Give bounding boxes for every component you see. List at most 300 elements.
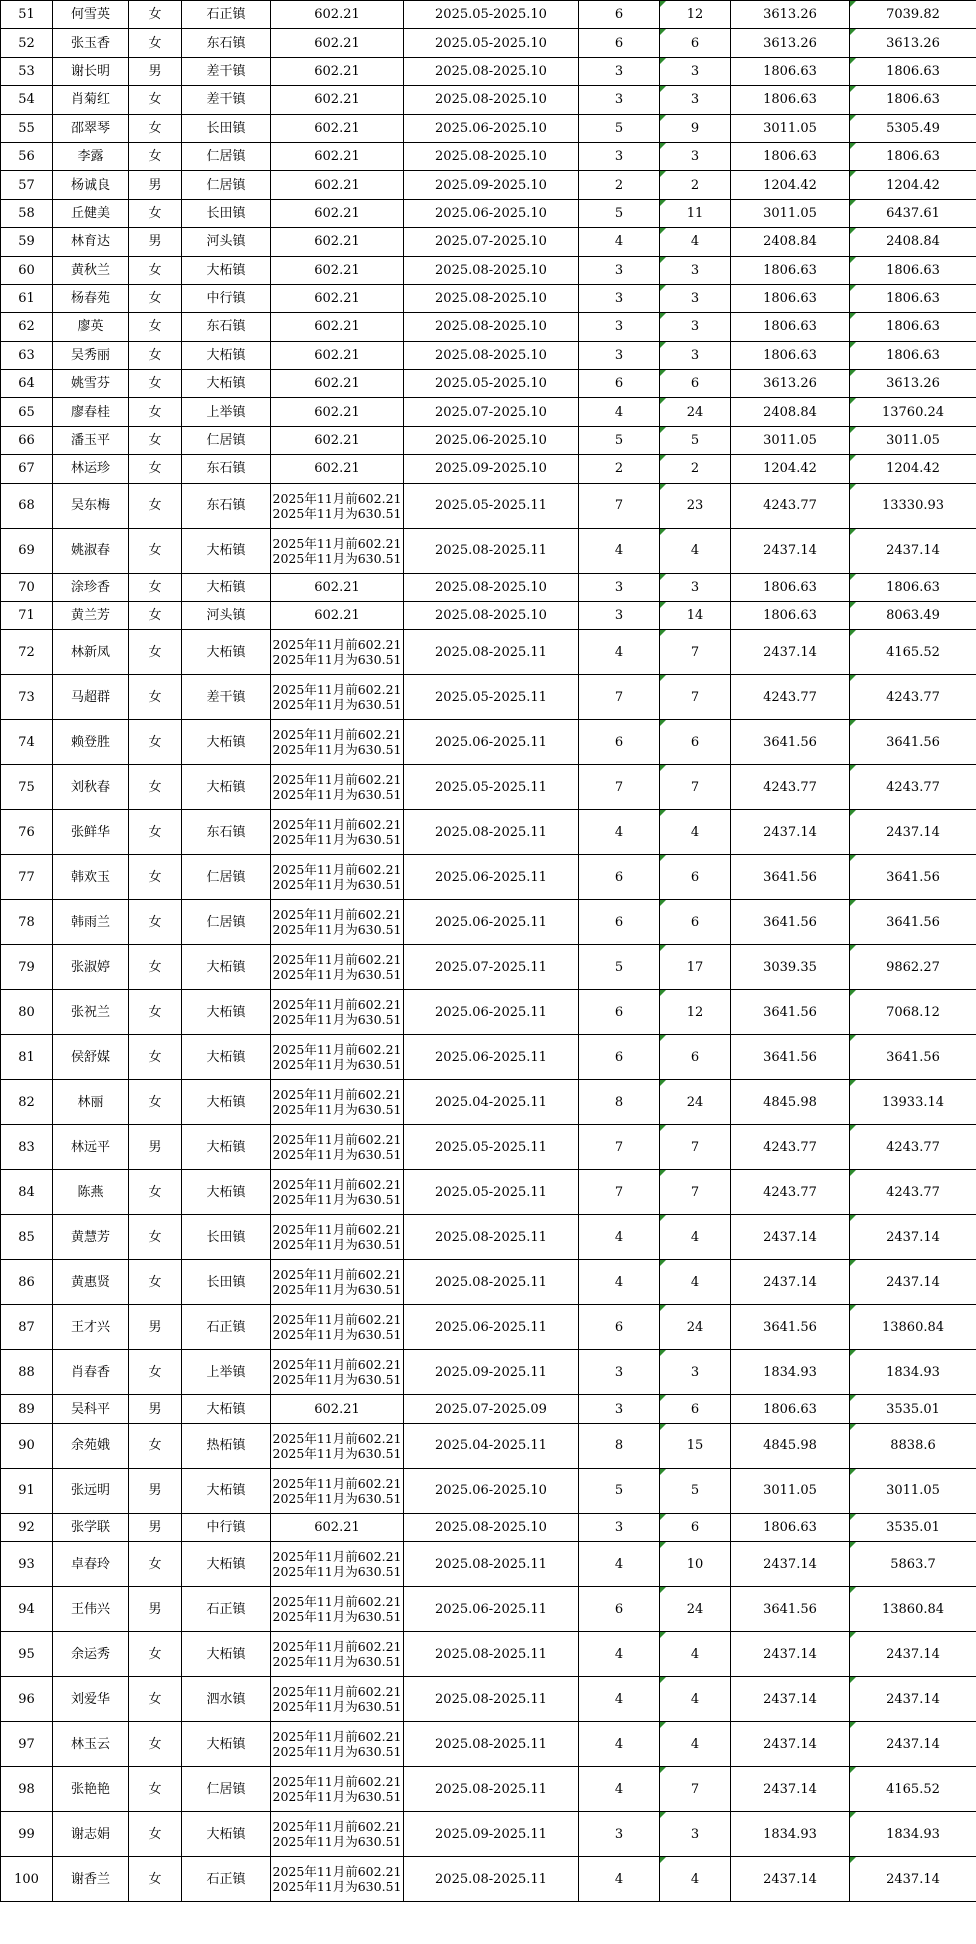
period-cell: 2025.06-2025.10 [404, 114, 579, 142]
period-cell: 2025.08-2025.11 [404, 1215, 579, 1260]
table-row [1, 1170, 976, 1215]
standard-cell: 602.21 [271, 29, 404, 57]
paid-months-cell: 7 [660, 675, 731, 720]
period-cell: 2025.06-2025.11 [404, 990, 579, 1035]
total-amount-cell: 3011.05 [850, 1468, 976, 1513]
standard-cell: 2025年11月前602.21 2025年11月为630.51 [271, 630, 404, 675]
standard-cell: 2025年11月前602.21 2025年11月为630.51 [271, 1767, 404, 1812]
months-cell: 4 [579, 398, 660, 426]
months-cell: 5 [579, 114, 660, 142]
months-cell: 7 [579, 675, 660, 720]
gender-cell: 女 [129, 370, 182, 398]
standard-cell: 2025年11月前602.21 2025年11月为630.51 [271, 1305, 404, 1350]
amount-cell: 2408.84 [731, 398, 850, 426]
table-row [1, 1395, 976, 1423]
row-number-cell: 83 [1, 1125, 53, 1170]
standard-cell: 602.21 [271, 426, 404, 454]
town-cell: 泗水镇 [182, 1677, 271, 1722]
gender-cell: 女 [129, 1423, 182, 1468]
total-amount-cell: 2437.14 [850, 528, 976, 573]
months-cell: 4 [579, 1857, 660, 1902]
amount-cell: 1806.63 [731, 284, 850, 312]
row-number-cell: 56 [1, 142, 53, 170]
paid-months-cell: 2 [660, 171, 731, 199]
gender-cell: 女 [129, 398, 182, 426]
months-cell: 3 [579, 313, 660, 341]
period-cell: 2025.08-2025.10 [404, 313, 579, 341]
period-cell: 2025.08-2025.10 [404, 573, 579, 601]
amount-cell: 2437.14 [731, 1542, 850, 1587]
town-cell: 中行镇 [182, 284, 271, 312]
table-row [1, 171, 976, 199]
row-number-cell: 67 [1, 455, 53, 483]
total-amount-cell: 1806.63 [850, 341, 976, 369]
total-amount-cell: 6437.61 [850, 199, 976, 227]
name-cell: 林育达 [53, 228, 129, 256]
table-row [1, 1513, 976, 1541]
table-row [1, 1542, 976, 1587]
amount-cell: 1806.63 [731, 1395, 850, 1423]
paid-months-cell: 4 [660, 1632, 731, 1677]
standard-cell: 602.21 [271, 114, 404, 142]
paid-months-cell: 3 [660, 341, 731, 369]
paid-months-cell: 4 [660, 1722, 731, 1767]
name-cell: 谢长明 [53, 57, 129, 85]
standard-cell: 2025年11月前602.21 2025年11月为630.51 [271, 810, 404, 855]
town-cell: 差干镇 [182, 675, 271, 720]
period-cell: 2025.05-2025.10 [404, 29, 579, 57]
table-row [1, 1, 976, 29]
town-cell: 河头镇 [182, 228, 271, 256]
gender-cell: 女 [129, 573, 182, 601]
amount-cell: 3613.26 [731, 1, 850, 29]
total-amount-cell: 3535.01 [850, 1395, 976, 1423]
period-cell: 2025.05-2025.10 [404, 370, 579, 398]
paid-months-cell: 9 [660, 114, 731, 142]
table-row [1, 228, 976, 256]
paid-months-cell: 3 [660, 142, 731, 170]
period-cell: 2025.08-2025.10 [404, 57, 579, 85]
name-cell: 张艳艳 [53, 1767, 129, 1812]
paid-months-cell: 6 [660, 29, 731, 57]
total-amount-cell: 7039.82 [850, 1, 976, 29]
row-number-cell: 90 [1, 1423, 53, 1468]
standard-cell: 602.21 [271, 86, 404, 114]
amount-cell: 3641.56 [731, 855, 850, 900]
row-number-cell: 53 [1, 57, 53, 85]
standard-cell: 2025年11月前602.21 2025年11月为630.51 [271, 1080, 404, 1125]
standard-cell: 2025年11月前602.21 2025年11月为630.51 [271, 1722, 404, 1767]
town-cell: 大柘镇 [182, 1125, 271, 1170]
gender-cell: 女 [129, 1677, 182, 1722]
standard-cell: 2025年11月前602.21 2025年11月为630.51 [271, 900, 404, 945]
name-cell: 姚淑春 [53, 528, 129, 573]
name-cell: 赖登胜 [53, 720, 129, 765]
town-cell: 大柘镇 [182, 1632, 271, 1677]
table-row [1, 1468, 976, 1513]
months-cell: 7 [579, 765, 660, 810]
gender-cell: 男 [129, 57, 182, 85]
amount-cell: 4243.77 [731, 675, 850, 720]
row-number-cell: 82 [1, 1080, 53, 1125]
row-number-cell: 72 [1, 630, 53, 675]
standard-cell: 2025年11月前602.21 2025年11月为630.51 [271, 1423, 404, 1468]
period-cell: 2025.08-2025.11 [404, 630, 579, 675]
town-cell: 仁居镇 [182, 855, 271, 900]
period-cell: 2025.06-2025.11 [404, 720, 579, 765]
name-cell: 侯舒媒 [53, 1035, 129, 1080]
amount-cell: 2437.14 [731, 528, 850, 573]
standard-cell: 602.21 [271, 1395, 404, 1423]
name-cell: 廖英 [53, 313, 129, 341]
table-row [1, 1305, 976, 1350]
table-row [1, 483, 976, 528]
town-cell: 大柘镇 [182, 990, 271, 1035]
total-amount-cell: 3641.56 [850, 1035, 976, 1080]
town-cell: 石正镇 [182, 1305, 271, 1350]
row-number-cell: 69 [1, 528, 53, 573]
name-cell: 张学联 [53, 1513, 129, 1541]
amount-cell: 3011.05 [731, 199, 850, 227]
paid-months-cell: 10 [660, 1542, 731, 1587]
table-row [1, 1767, 976, 1812]
paid-months-cell: 12 [660, 990, 731, 1035]
standard-cell: 602.21 [271, 341, 404, 369]
town-cell: 大柘镇 [182, 945, 271, 990]
months-cell: 2 [579, 171, 660, 199]
row-number-cell: 60 [1, 256, 53, 284]
amount-cell: 1806.63 [731, 313, 850, 341]
name-cell: 刘秋春 [53, 765, 129, 810]
table-row [1, 1857, 976, 1902]
table-row [1, 1722, 976, 1767]
paid-months-cell: 3 [660, 284, 731, 312]
paid-months-cell: 7 [660, 1767, 731, 1812]
months-cell: 4 [579, 528, 660, 573]
name-cell: 杨春苑 [53, 284, 129, 312]
paid-months-cell: 4 [660, 1260, 731, 1305]
town-cell: 东石镇 [182, 455, 271, 483]
months-cell: 4 [579, 228, 660, 256]
months-cell: 7 [579, 1125, 660, 1170]
period-cell: 2025.07-2025.10 [404, 228, 579, 256]
table-row [1, 855, 976, 900]
paid-months-cell: 15 [660, 1423, 731, 1468]
table-row [1, 1812, 976, 1857]
total-amount-cell: 4243.77 [850, 1125, 976, 1170]
town-cell: 河头镇 [182, 602, 271, 630]
paid-months-cell: 6 [660, 370, 731, 398]
period-cell: 2025.08-2025.10 [404, 341, 579, 369]
gender-cell: 女 [129, 1170, 182, 1215]
amount-cell: 4243.77 [731, 765, 850, 810]
gender-cell: 女 [129, 1767, 182, 1812]
name-cell: 何雪英 [53, 1, 129, 29]
amount-cell: 1806.63 [731, 57, 850, 85]
row-number-cell: 99 [1, 1812, 53, 1857]
period-cell: 2025.08-2025.11 [404, 1857, 579, 1902]
table-row [1, 284, 976, 312]
paid-months-cell: 11 [660, 199, 731, 227]
paid-months-cell: 14 [660, 602, 731, 630]
town-cell: 东石镇 [182, 29, 271, 57]
total-amount-cell: 2437.14 [850, 1857, 976, 1902]
amount-cell: 1806.63 [731, 573, 850, 601]
table-body [1, 1, 976, 1902]
months-cell: 4 [579, 630, 660, 675]
total-amount-cell: 1806.63 [850, 256, 976, 284]
table-row [1, 86, 976, 114]
name-cell: 马超群 [53, 675, 129, 720]
amount-cell: 3641.56 [731, 990, 850, 1035]
town-cell: 大柘镇 [182, 528, 271, 573]
table-row [1, 370, 976, 398]
paid-months-cell: 5 [660, 1468, 731, 1513]
row-number-cell: 95 [1, 1632, 53, 1677]
paid-months-cell: 6 [660, 1395, 731, 1423]
amount-cell: 3011.05 [731, 114, 850, 142]
amount-cell: 3641.56 [731, 1035, 850, 1080]
row-number-cell: 51 [1, 1, 53, 29]
amount-cell: 2437.14 [731, 1767, 850, 1812]
months-cell: 4 [579, 1722, 660, 1767]
table-row [1, 1632, 976, 1677]
months-cell: 3 [579, 86, 660, 114]
paid-months-cell: 3 [660, 256, 731, 284]
row-number-cell: 88 [1, 1350, 53, 1395]
name-cell: 卓春玲 [53, 1542, 129, 1587]
months-cell: 6 [579, 1305, 660, 1350]
gender-cell: 女 [129, 720, 182, 765]
gender-cell: 男 [129, 1305, 182, 1350]
gender-cell: 女 [129, 1722, 182, 1767]
town-cell: 大柘镇 [182, 1035, 271, 1080]
town-cell: 仁居镇 [182, 900, 271, 945]
gender-cell: 男 [129, 1468, 182, 1513]
months-cell: 4 [579, 1260, 660, 1305]
period-cell: 2025.07-2025.09 [404, 1395, 579, 1423]
table-row [1, 426, 976, 454]
row-number-cell: 59 [1, 228, 53, 256]
total-amount-cell: 8063.49 [850, 602, 976, 630]
name-cell: 张鲜华 [53, 810, 129, 855]
row-number-cell: 80 [1, 990, 53, 1035]
gender-cell: 女 [129, 990, 182, 1035]
paid-months-cell: 3 [660, 57, 731, 85]
standard-cell: 602.21 [271, 142, 404, 170]
name-cell: 林丽 [53, 1080, 129, 1125]
row-number-cell: 97 [1, 1722, 53, 1767]
period-cell: 2025.08-2025.10 [404, 256, 579, 284]
paid-months-cell: 4 [660, 810, 731, 855]
months-cell: 6 [579, 720, 660, 765]
gender-cell: 女 [129, 1857, 182, 1902]
table-row [1, 990, 976, 1035]
amount-cell: 3641.56 [731, 900, 850, 945]
standard-cell: 2025年11月前602.21 2025年11月为630.51 [271, 1632, 404, 1677]
gender-cell: 女 [129, 1080, 182, 1125]
name-cell: 韩雨兰 [53, 900, 129, 945]
total-amount-cell: 3535.01 [850, 1513, 976, 1541]
town-cell: 大柘镇 [182, 720, 271, 765]
total-amount-cell: 1834.93 [850, 1812, 976, 1857]
total-amount-cell: 2437.14 [850, 1677, 976, 1722]
amount-cell: 2437.14 [731, 810, 850, 855]
row-number-cell: 64 [1, 370, 53, 398]
name-cell: 林运珍 [53, 455, 129, 483]
name-cell: 黄兰芳 [53, 602, 129, 630]
name-cell: 王伟兴 [53, 1587, 129, 1632]
period-cell: 2025.08-2025.10 [404, 284, 579, 312]
months-cell: 3 [579, 57, 660, 85]
standard-cell: 2025年11月前602.21 2025年11月为630.51 [271, 855, 404, 900]
name-cell: 陈燕 [53, 1170, 129, 1215]
name-cell: 余运秀 [53, 1632, 129, 1677]
table-row [1, 1080, 976, 1125]
amount-cell: 2437.14 [731, 630, 850, 675]
table-row [1, 1035, 976, 1080]
town-cell: 长田镇 [182, 199, 271, 227]
period-cell: 2025.07-2025.10 [404, 398, 579, 426]
name-cell: 林玉云 [53, 1722, 129, 1767]
total-amount-cell: 2437.14 [850, 1722, 976, 1767]
gender-cell: 女 [129, 1542, 182, 1587]
gender-cell: 女 [129, 1632, 182, 1677]
table-row [1, 341, 976, 369]
amount-cell: 2437.14 [731, 1722, 850, 1767]
name-cell: 姚雪芬 [53, 370, 129, 398]
table-row [1, 602, 976, 630]
paid-months-cell: 17 [660, 945, 731, 990]
standard-cell: 2025年11月前602.21 2025年11月为630.51 [271, 1125, 404, 1170]
table-row [1, 1587, 976, 1632]
total-amount-cell: 4243.77 [850, 1170, 976, 1215]
months-cell: 8 [579, 1423, 660, 1468]
amount-cell: 1806.63 [731, 602, 850, 630]
amount-cell: 1806.63 [731, 256, 850, 284]
total-amount-cell: 3641.56 [850, 900, 976, 945]
row-number-cell: 65 [1, 398, 53, 426]
period-cell: 2025.09-2025.10 [404, 171, 579, 199]
total-amount-cell: 3011.05 [850, 426, 976, 454]
table-row [1, 1260, 976, 1305]
period-cell: 2025.05-2025.11 [404, 1125, 579, 1170]
standard-cell: 2025年11月前602.21 2025年11月为630.51 [271, 990, 404, 1035]
table-row [1, 256, 976, 284]
name-cell: 张远明 [53, 1468, 129, 1513]
total-amount-cell: 3641.56 [850, 720, 976, 765]
paid-months-cell: 24 [660, 1080, 731, 1125]
town-cell: 差干镇 [182, 86, 271, 114]
standard-cell: 2025年11月前602.21 2025年11月为630.51 [271, 1587, 404, 1632]
period-cell: 2025.04-2025.11 [404, 1423, 579, 1468]
period-cell: 2025.08-2025.10 [404, 86, 579, 114]
gender-cell: 女 [129, 483, 182, 528]
row-number-cell: 87 [1, 1305, 53, 1350]
gender-cell: 女 [129, 675, 182, 720]
months-cell: 7 [579, 1170, 660, 1215]
town-cell: 长田镇 [182, 114, 271, 142]
paid-months-cell: 7 [660, 1125, 731, 1170]
row-number-cell: 61 [1, 284, 53, 312]
name-cell: 林新凤 [53, 630, 129, 675]
standard-cell: 602.21 [271, 602, 404, 630]
row-number-cell: 68 [1, 483, 53, 528]
name-cell: 廖春桂 [53, 398, 129, 426]
name-cell: 张玉香 [53, 29, 129, 57]
table-row [1, 573, 976, 601]
standard-cell: 602.21 [271, 1513, 404, 1541]
table-row [1, 1215, 976, 1260]
total-amount-cell: 13933.14 [850, 1080, 976, 1125]
table-row [1, 945, 976, 990]
total-amount-cell: 13860.84 [850, 1587, 976, 1632]
row-number-cell: 75 [1, 765, 53, 810]
period-cell: 2025.06-2025.11 [404, 1587, 579, 1632]
months-cell: 3 [579, 573, 660, 601]
paid-months-cell: 7 [660, 1170, 731, 1215]
total-amount-cell: 1834.93 [850, 1350, 976, 1395]
months-cell: 4 [579, 810, 660, 855]
period-cell: 2025.05-2025.11 [404, 765, 579, 810]
period-cell: 2025.06-2025.11 [404, 855, 579, 900]
table-row [1, 720, 976, 765]
months-cell: 3 [579, 602, 660, 630]
standard-cell: 2025年11月前602.21 2025年11月为630.51 [271, 1677, 404, 1722]
standard-cell: 602.21 [271, 228, 404, 256]
period-cell: 2025.08-2025.11 [404, 1260, 579, 1305]
paid-months-cell: 7 [660, 630, 731, 675]
row-number-cell: 79 [1, 945, 53, 990]
gender-cell: 女 [129, 313, 182, 341]
period-cell: 2025.08-2025.10 [404, 142, 579, 170]
row-number-cell: 89 [1, 1395, 53, 1423]
paid-months-cell: 6 [660, 1513, 731, 1541]
name-cell: 李露 [53, 142, 129, 170]
paid-months-cell: 5 [660, 426, 731, 454]
gender-cell: 女 [129, 810, 182, 855]
town-cell: 石正镇 [182, 1587, 271, 1632]
table-row [1, 1423, 976, 1468]
standard-cell: 2025年11月前602.21 2025年11月为630.51 [271, 945, 404, 990]
period-cell: 2025.09-2025.11 [404, 1350, 579, 1395]
town-cell: 大柘镇 [182, 1542, 271, 1587]
paid-months-cell: 24 [660, 1587, 731, 1632]
name-cell: 邵翠琴 [53, 114, 129, 142]
table-row [1, 1125, 976, 1170]
gender-cell: 女 [129, 1215, 182, 1260]
gender-cell: 男 [129, 171, 182, 199]
town-cell: 大柘镇 [182, 256, 271, 284]
table-row [1, 900, 976, 945]
gender-cell: 女 [129, 945, 182, 990]
paid-months-cell: 2 [660, 455, 731, 483]
town-cell: 仁居镇 [182, 1767, 271, 1812]
row-number-cell: 55 [1, 114, 53, 142]
paid-months-cell: 3 [660, 573, 731, 601]
town-cell: 大柘镇 [182, 765, 271, 810]
town-cell: 上举镇 [182, 398, 271, 426]
paid-months-cell: 12 [660, 1, 731, 29]
town-cell: 东石镇 [182, 810, 271, 855]
row-number-cell: 62 [1, 313, 53, 341]
name-cell: 丘健美 [53, 199, 129, 227]
period-cell: 2025.05-2025.10 [404, 1, 579, 29]
months-cell: 3 [579, 1812, 660, 1857]
amount-cell: 4845.98 [731, 1080, 850, 1125]
total-amount-cell: 3641.56 [850, 855, 976, 900]
row-number-cell: 98 [1, 1767, 53, 1812]
